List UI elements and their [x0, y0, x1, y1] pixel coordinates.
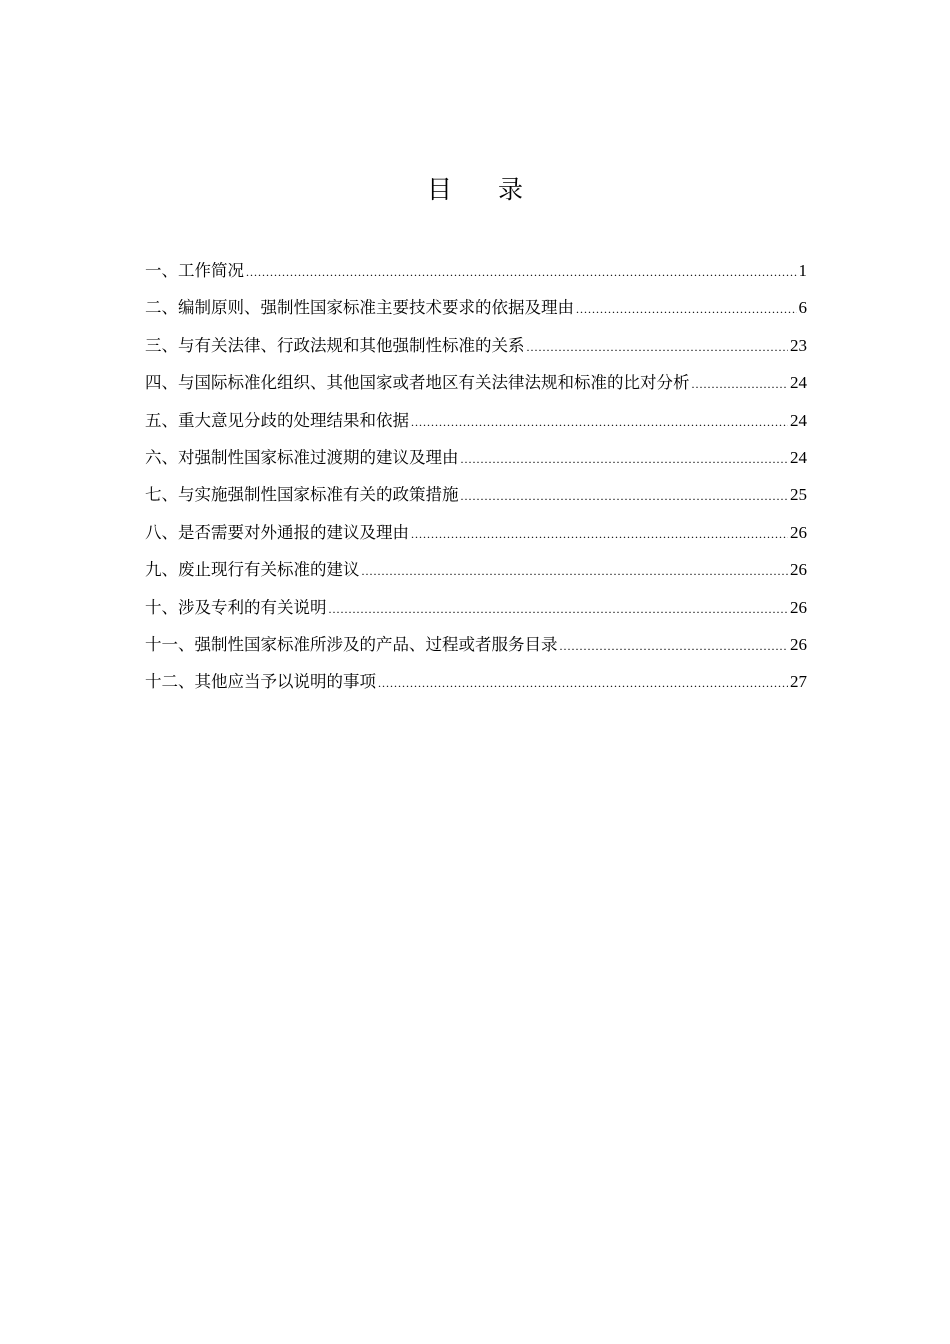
toc-entry-page: 6: [798, 298, 807, 318]
toc-leader-dots: [246, 254, 797, 291]
toc-entry-page: 23: [790, 335, 807, 355]
toc-entry[interactable]: [145, 289, 807, 326]
toc-entry[interactable]: [145, 476, 807, 513]
toc-leader-dots: [461, 441, 789, 478]
toc-entry-page: 26: [790, 522, 807, 542]
toc-leader-dots: [692, 366, 789, 403]
toc-entry-label: 二、编制原则、强制性国家标准主要技术要求的依据及理由: [145, 298, 574, 318]
toc-entry[interactable]: [145, 589, 807, 626]
toc-entry-page: 26: [790, 597, 807, 617]
toc-leader-dots: [411, 516, 788, 553]
toc-entry[interactable]: [145, 663, 807, 700]
toc-entry[interactable]: [145, 626, 807, 663]
toc-entry[interactable]: [145, 439, 807, 476]
toc-entry-label: 六、对强制性国家标准过渡期的建议及理由: [145, 447, 459, 467]
toc-entry[interactable]: [145, 402, 807, 439]
toc-leader-dots: [362, 553, 789, 590]
toc-entry[interactable]: [145, 364, 807, 401]
toc-entry[interactable]: [145, 252, 807, 289]
toc-leader-dots: [378, 665, 788, 702]
toc-entry-label: 十一、强制性国家标准所涉及的产品、过程或者服务目录: [145, 634, 558, 654]
toc-entry-label: 九、废止现行有关标准的建议: [145, 560, 360, 580]
toc-entry-page: 25: [790, 485, 807, 505]
toc-entry-label: 十、涉及专利的有关说明: [145, 597, 327, 617]
toc-entry-page: 26: [790, 634, 807, 654]
toc-leader-dots: [461, 478, 789, 515]
toc-leader-dots: [329, 591, 789, 628]
toc-entry[interactable]: [145, 551, 807, 588]
toc-entry-label: 一、工作简况: [145, 261, 244, 280]
toc-entry-label: 四、与国际标准化组织、其他国家或者地区有关法律法规和标准的比对分析: [145, 373, 690, 393]
toc-leader-dots: [527, 329, 789, 366]
toc-entry[interactable]: [145, 327, 807, 364]
toc-entry-label: 五、重大意见分歧的处理结果和依据: [145, 410, 409, 430]
toc-entry-label: 八、是否需要对外通报的建议及理由: [145, 522, 409, 542]
toc-leader-dots: [560, 628, 789, 665]
toc-entry[interactable]: [145, 514, 807, 551]
toc-entry-page: 24: [790, 410, 807, 430]
toc-entry-label: 七、与实施强制性国家标准有关的政策措施: [145, 485, 459, 505]
toc-entry-page: 24: [790, 447, 807, 467]
toc-leader-dots: [411, 404, 788, 441]
toc-leader-dots: [576, 291, 797, 328]
toc-entry-label: 三、与有关法律、行政法规和其他强制性标准的关系: [145, 335, 525, 355]
toc-entry-label: 十二、其他应当予以说明的事项: [145, 672, 376, 692]
toc-entry-page: 26: [790, 560, 807, 580]
toc-entry-page: 24: [790, 373, 807, 393]
toc-list: [145, 252, 807, 701]
toc-entry-page: 1: [798, 261, 807, 280]
toc-title: 目录: [426, 175, 569, 204]
toc-entry-page: 27: [790, 672, 807, 692]
